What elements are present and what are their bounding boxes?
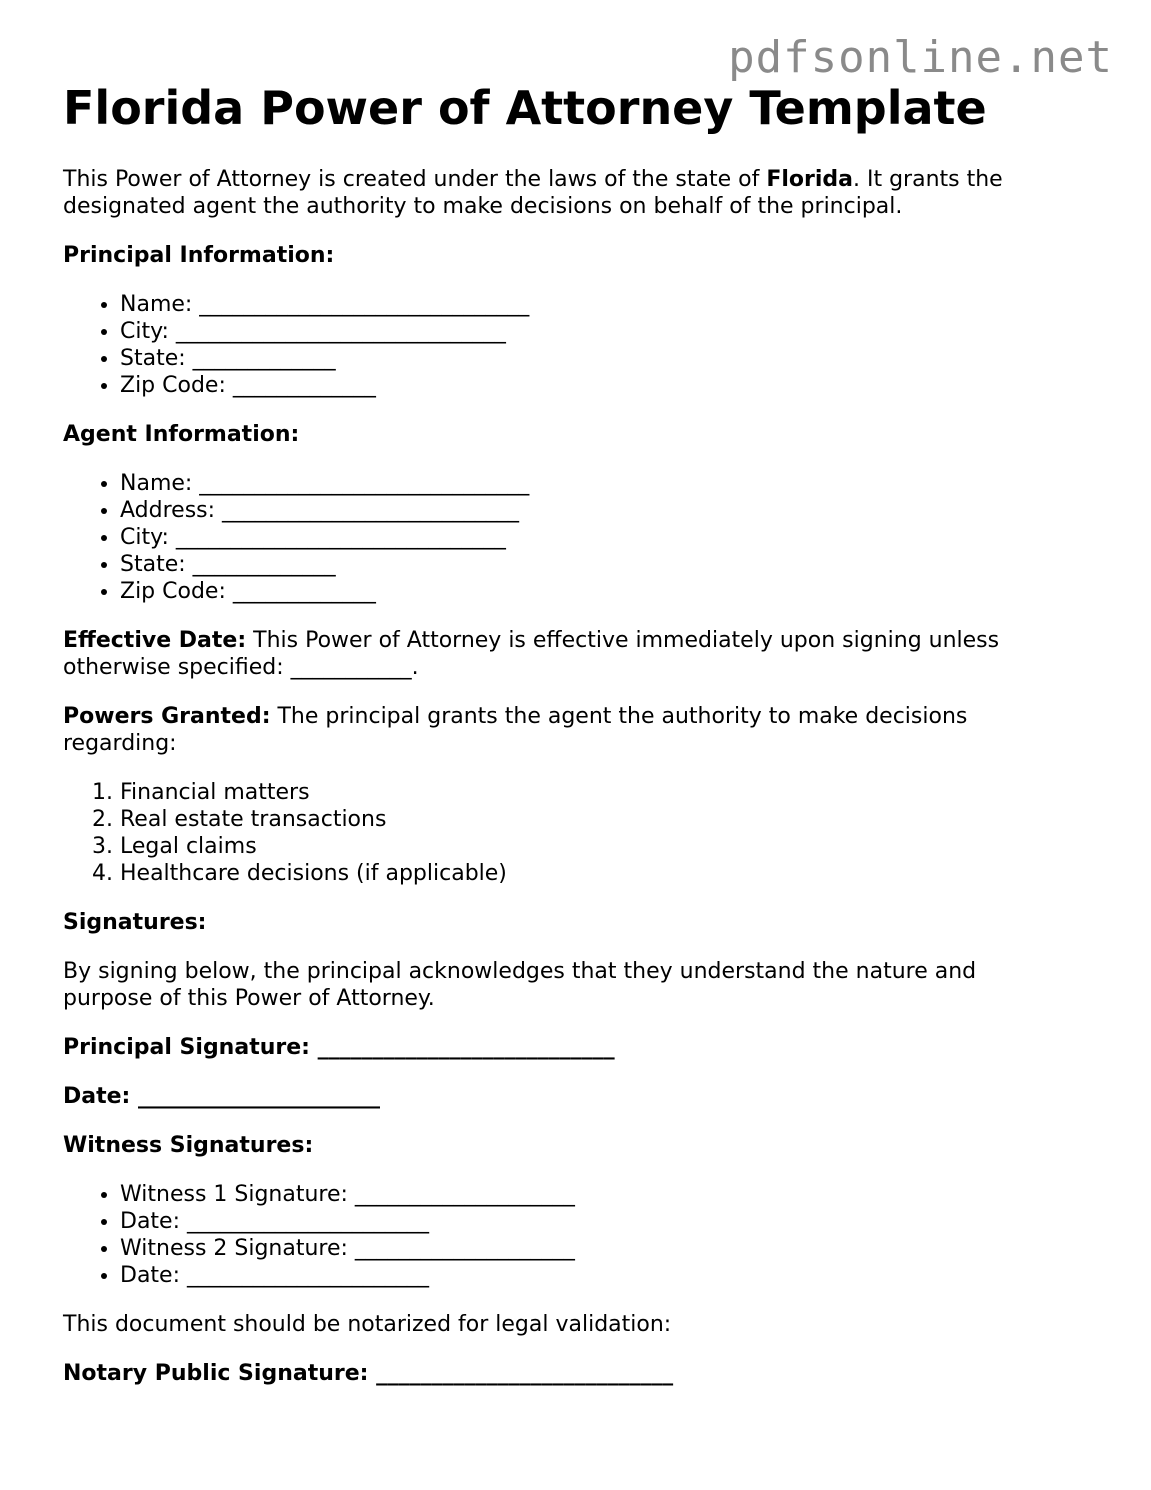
signatures-text: By signing below, the principal acknowledges that they understand the nature and purpose of this Power of Attorney. [63, 959, 977, 1011]
witness-1-signature-field: • Witness 1 Signature: ____________________ [120, 1181, 1063, 1208]
notary-text: This document should be notarized for legal validation: [63, 1312, 672, 1337]
power-item: 1. Financial matters [120, 779, 1063, 806]
agent-name-field: • Name: ______________________________ [120, 470, 1063, 497]
intro-paragraph [63, 166, 1063, 220]
notary-signature-line: Notary Public Signature: ___________________________ [63, 1361, 674, 1386]
principal-state-field: • State: _____________ [120, 345, 1063, 372]
principal-date-line: Date: ______________________ [63, 1084, 381, 1109]
witness-2-signature-field: • Witness 2 Signature: ____________________ [120, 1235, 1063, 1262]
agent-address-field: • Address: ___________________________ [120, 497, 1063, 524]
powers-paragraph [63, 703, 1063, 757]
agent-city-field: • City: ______________________________ [120, 524, 1063, 551]
power-item: 2. Real estate transactions [120, 806, 1063, 833]
power-item: 4. Healthcare decisions (if applicable) [120, 860, 1063, 887]
intro-state: Florida [766, 167, 853, 192]
principal-field-list [63, 291, 1063, 399]
agent-state-field: • State: _____________ [120, 551, 1063, 578]
witness-heading: Witness Signatures: [63, 1133, 314, 1158]
principal-zip-field: • Zip Code: _____________ [120, 372, 1063, 399]
principal-name-field: • Name: ______________________________ [120, 291, 1063, 318]
watermark: pdfsonline.net [728, 32, 1113, 83]
effective-date-paragraph [63, 627, 1063, 681]
intro-text-after: . It grants the designated agent the authority to make decisions on behalf of the principal. [63, 167, 1003, 219]
principal-city-field: • City: ______________________________ [120, 318, 1063, 345]
principal-heading: Principal Information: [63, 243, 335, 268]
signatures-heading: Signatures: [63, 910, 207, 935]
powers-text: The principal grants the agent the authority to make decisions regarding: [63, 704, 968, 756]
agent-zip-field: • Zip Code: _____________ [120, 578, 1063, 605]
witness-list [63, 1181, 1063, 1289]
witness-2-date-field: • Date: ______________________ [120, 1262, 1063, 1289]
principal-signature-line: Principal Signature: ___________________________ [63, 1035, 615, 1060]
agent-heading: Agent Information: [63, 422, 300, 447]
power-item: 3. Legal claims [120, 833, 1063, 860]
effective-date-label: Effective Date: [63, 628, 247, 653]
document-page [63, 80, 1063, 1387]
intro-text-before: This Power of Attorney is created under the laws of the state of [63, 167, 767, 192]
witness-1-date-field: • Date: ______________________ [120, 1208, 1063, 1235]
agent-field-list [63, 470, 1063, 605]
effective-date-text: This Power of Attorney is effective immediately upon signing unless otherwise specified: ___________. [63, 628, 1000, 680]
powers-label: Powers Granted: [63, 704, 271, 729]
document-title: Florida Power of Attorney Template [63, 81, 987, 135]
powers-list [63, 779, 1063, 887]
